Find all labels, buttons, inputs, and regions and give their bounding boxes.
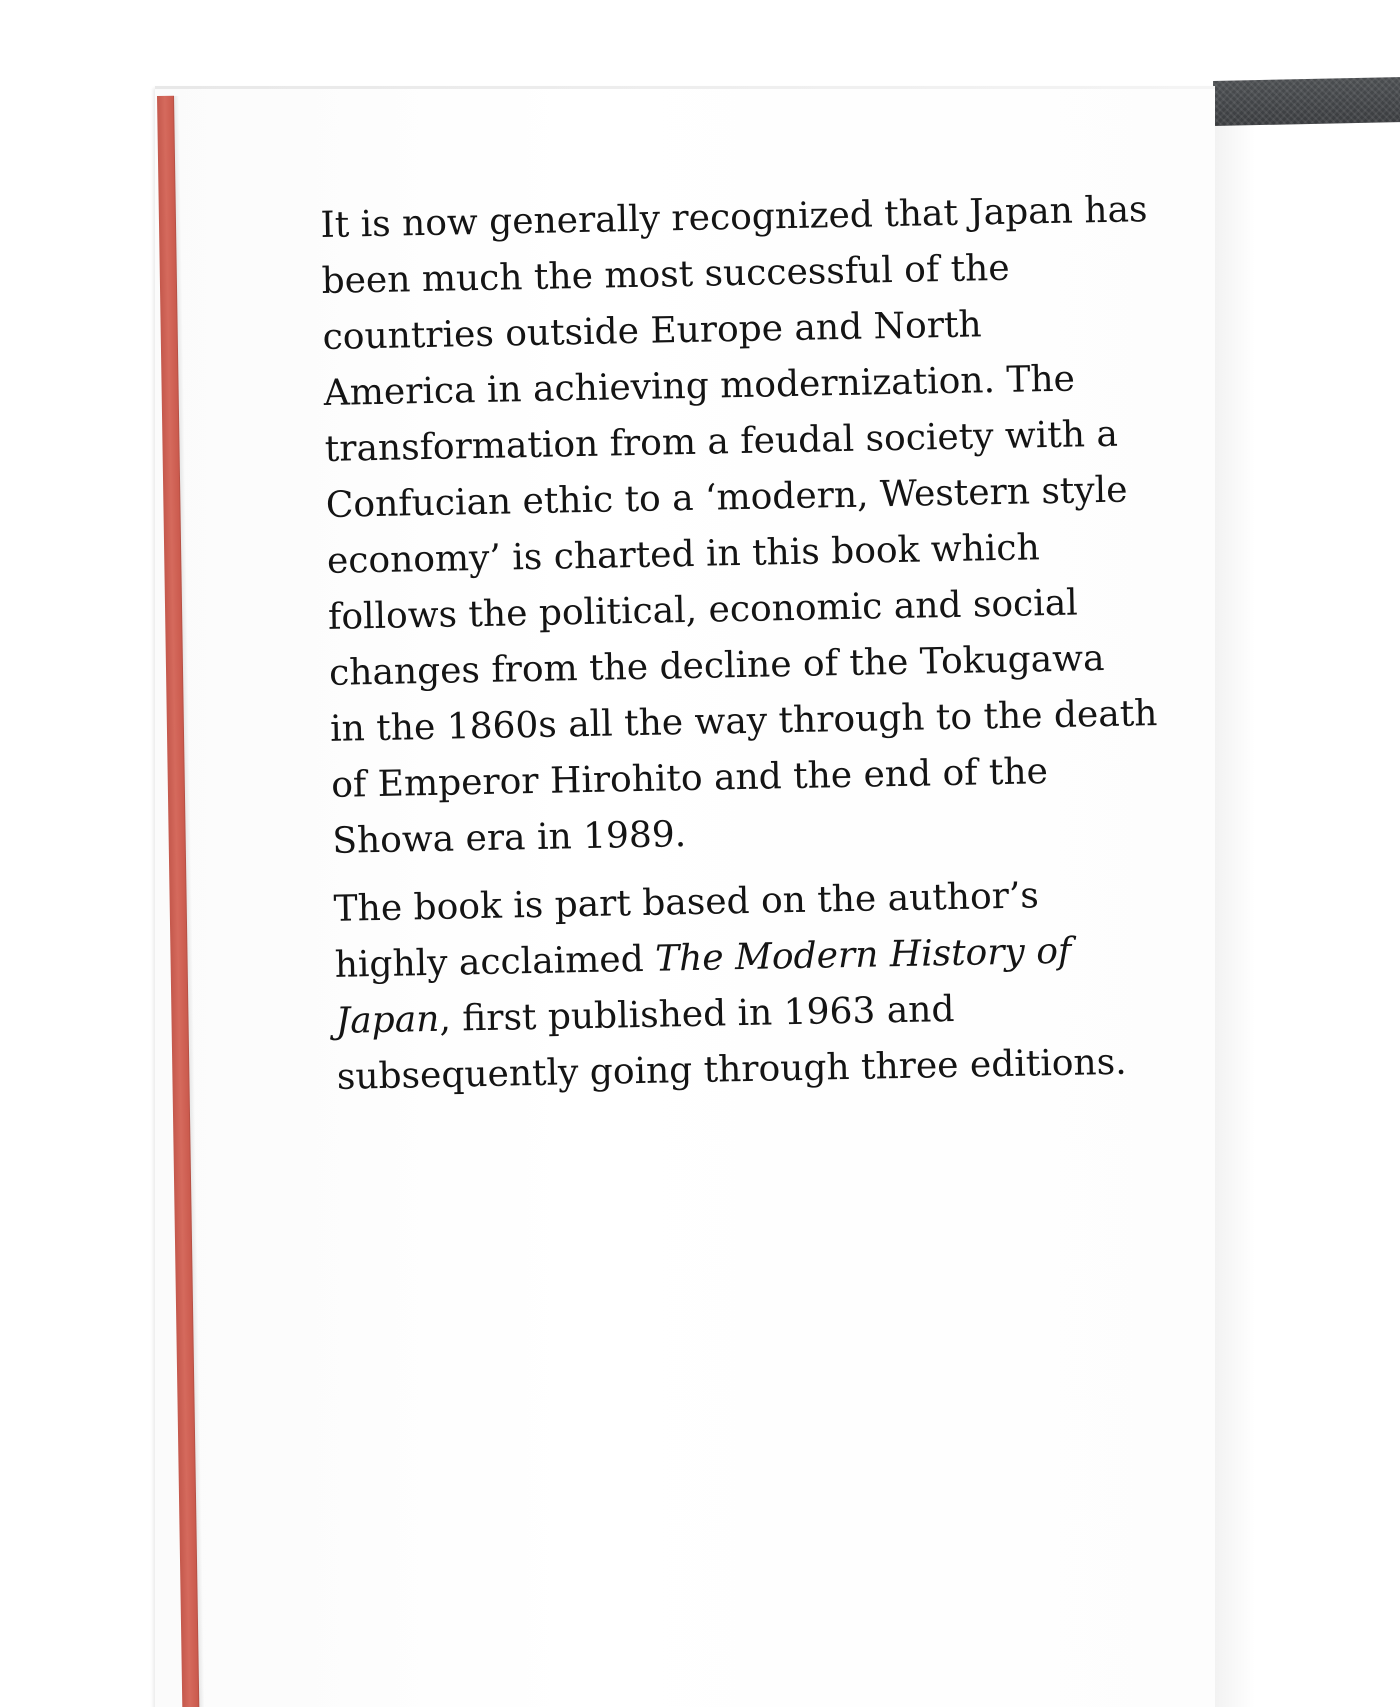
blurb-paragraph-1 <box>320 182 1158 870</box>
book-title-italic: Japan <box>335 998 440 1042</box>
blurb-line: in the 1860s all the way through to the death <box>329 693 1158 750</box>
blurb-paragraph-2 <box>333 866 1157 1106</box>
book-title-italic: The Modern History of <box>654 930 1072 980</box>
blurb-line: Confucian ethic to a ‘modern, Western style <box>325 469 1128 526</box>
page-shadow <box>1215 126 1255 1707</box>
blurb-line: subsequently going through three editions. <box>336 1041 1127 1098</box>
blurb-line: It is now generally recognized that Japan has <box>320 189 1148 246</box>
blurb-text-run: highly acclaimed <box>334 938 656 986</box>
page-top-edge <box>155 86 1215 89</box>
blurb-line: countries outside Europe and North <box>322 304 982 358</box>
blurb-line: economy’ is charted in this book which <box>326 527 1041 582</box>
blurb-line: been much the most successful of the <box>321 247 1010 302</box>
blurb-line: America in achieving modernization. The <box>323 358 1076 414</box>
book-binding <box>1213 77 1400 126</box>
blurb-text <box>320 182 1157 1106</box>
blurb-line: transformation from a feudal society with a <box>324 413 1119 470</box>
blurb-line: changes from the decline of the Tokugawa <box>328 638 1105 694</box>
blurb-text-run: , first published in 1963 and <box>438 988 955 1040</box>
blurb-line: of Emperor Hirohito and the end of the <box>330 751 1049 806</box>
blurb-line: follows the political, economic and social <box>327 582 1079 638</box>
blurb-line: The book is part based on the author’s <box>333 875 1040 930</box>
blurb-line: Showa era in 1989. <box>331 814 687 862</box>
